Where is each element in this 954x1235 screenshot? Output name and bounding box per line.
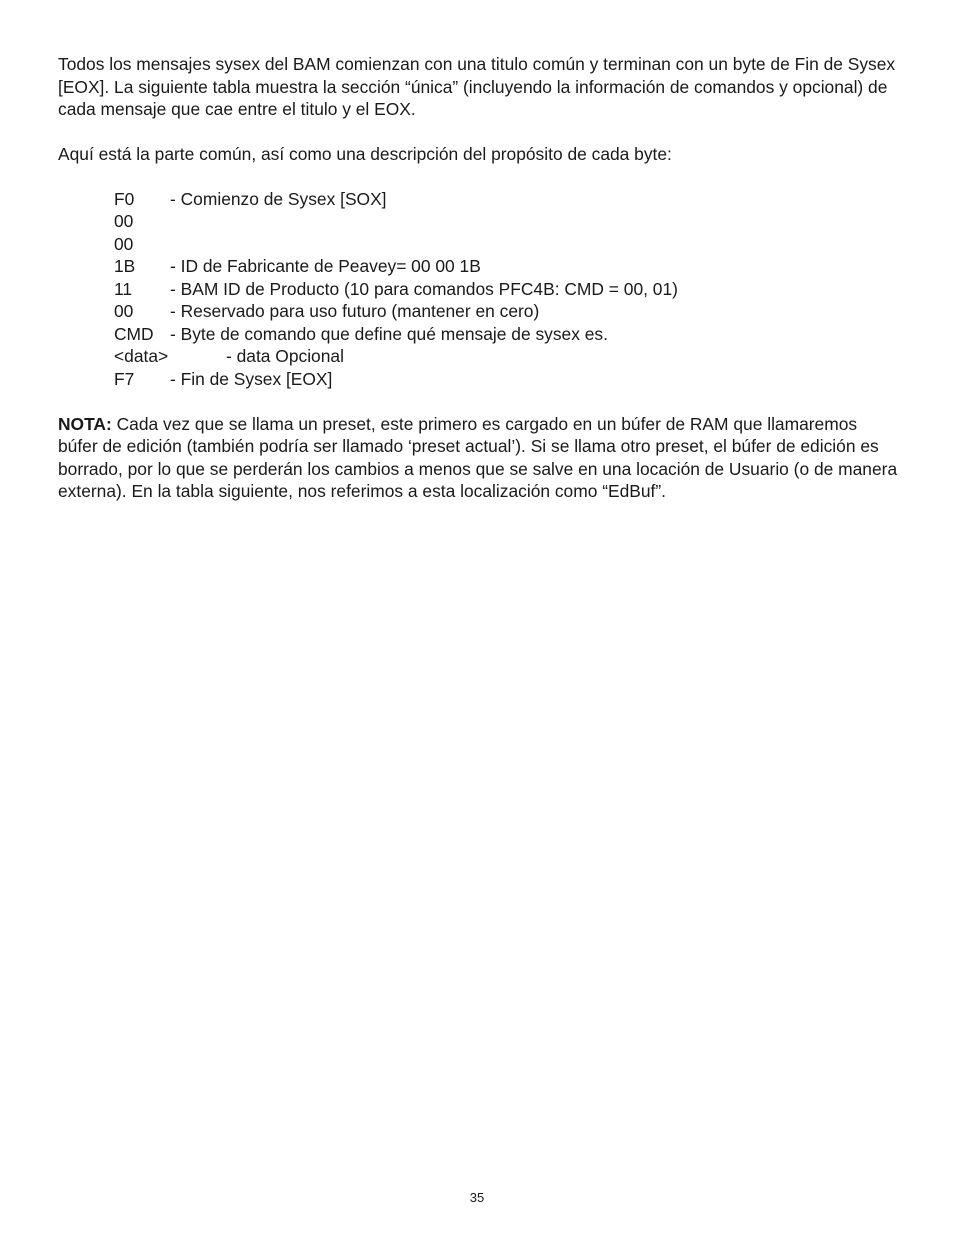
- page-number: 35: [469, 1190, 485, 1205]
- byte-row-data: [114, 345, 898, 368]
- byte-code: 00: [114, 211, 134, 231]
- byte-description: - ID de Fabricante de Peavey= 00 00 1B: [170, 256, 481, 276]
- byte-description: - BAM ID de Producto (10 para comandos PFC4B: CMD = 00, 01): [170, 278, 678, 299]
- byte-row-manufacturer-1: [114, 210, 898, 233]
- byte-row-manufacturer-2: [114, 233, 898, 256]
- byte-row-sox: [114, 188, 898, 211]
- intro-paragraph: Todos los mensajes sysex del BAM comienzan con una titulo común y terminan con un byte de Fin de Sysex [EOX]. La siguiente tabla muestra la sección “única” (incluyendo la información de comandos y opcional) de cada mensaje que cae entre el titulo y el EOX.: [58, 54, 896, 119]
- byte-row-product-id: [114, 278, 898, 301]
- byte-code: 11: [114, 278, 133, 299]
- sysex-byte-list: [114, 188, 898, 391]
- byte-code: 1B: [114, 256, 136, 276]
- byte-row-command: [114, 323, 898, 346]
- document-body: [58, 53, 898, 503]
- byte-row-reserved: [114, 300, 898, 323]
- byte-code: 00: [114, 301, 134, 321]
- note-label: NOTA:: [58, 413, 112, 434]
- byte-code: CMD: [114, 323, 154, 344]
- note-text: Cada vez que se llama un preset, este primero es cargado en un búfer de RAM que llamaremos búfer de edición (también podría ser llamado ‘preset actual’). Si se llama otro preset, el búfer de edición es borrado, por lo que se perderán los cambios a menos que se salve en una locación de Usuario (o de manera externa). En la tabla siguiente, nos referimos a esta localización como “EdBuf”.: [58, 413, 898, 501]
- byte-code: F7: [114, 368, 135, 389]
- byte-description: - Comienzo de Sysex [SOX]: [170, 188, 387, 209]
- byte-description: - Fin de Sysex [EOX]: [170, 368, 333, 389]
- byte-description: - Byte de comando que define qué mensaje de sysex es.: [170, 323, 608, 344]
- byte-description: - Reservado para uso futuro (mantener en cero): [170, 301, 540, 321]
- byte-code: F0: [114, 188, 135, 209]
- byte-code: <data>: [114, 346, 169, 366]
- note-paragraph: [58, 413, 898, 503]
- byte-row-manufacturer-3: [114, 255, 898, 278]
- byte-code: 00: [114, 233, 134, 254]
- byte-description: - data Opcional: [226, 346, 344, 366]
- common-part-intro: Aquí está la parte común, así como una descripción del propósito de cada byte:: [58, 144, 672, 164]
- byte-row-eox: [114, 368, 898, 391]
